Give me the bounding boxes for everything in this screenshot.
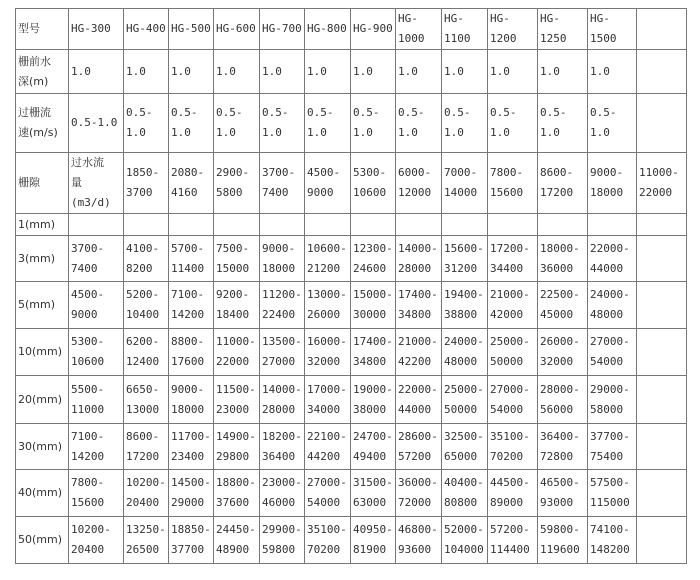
table-cell: 5300- 10600 — [69, 329, 124, 376]
table-cell: 7800- 15600 — [69, 470, 124, 517]
table-cell: 6000- 12000 — [396, 153, 442, 214]
table-cell: 1.0 — [169, 50, 214, 94]
table-cell: 28000- 56000 — [538, 376, 588, 424]
table-cell: 13500- 27000 — [260, 329, 305, 376]
header-cell: HG-400 — [124, 9, 169, 50]
table-cell: 27000- 54000 — [588, 329, 637, 376]
table-cell: 0.5- 1.0 — [124, 94, 169, 153]
table-cell: 29000- 58000 — [588, 376, 637, 424]
table-cell: 28600- 57200 — [396, 424, 442, 470]
table-cell: 44500- 89000 — [488, 470, 538, 517]
table-cell — [305, 214, 351, 236]
header-cell: HG-500 — [169, 9, 214, 50]
header-cell: HG-800 — [305, 9, 351, 50]
row-label-cell: 1(mm) — [16, 214, 69, 236]
table-cell: 1.0 — [488, 50, 538, 94]
table-cell: 0.5-1.0 — [69, 94, 124, 153]
table-cell: 24000- 48000 — [588, 282, 637, 329]
table-cell: 1.0 — [538, 50, 588, 94]
row-label-cell: 20(mm) — [16, 376, 69, 424]
spec-table — [15, 8, 687, 564]
table-row — [16, 236, 687, 282]
header-cell: HG-900 — [351, 9, 396, 50]
table-cell: 8600- 17200 — [124, 424, 169, 470]
table-cell: 7000- 14000 — [442, 153, 488, 214]
table-cell: 5200- 10400 — [124, 282, 169, 329]
table-cell — [637, 94, 687, 153]
table-cell: 1.0 — [442, 50, 488, 94]
table-cell: 36000- 72000 — [396, 470, 442, 517]
table-cell: 1.0 — [260, 50, 305, 94]
table-cell: 21000- 42000 — [488, 282, 538, 329]
table-row — [16, 153, 687, 214]
table-cell — [637, 376, 687, 424]
table-row — [16, 50, 687, 94]
table-cell: 5700- 11400 — [169, 236, 214, 282]
table-cell: 1.0 — [305, 50, 351, 94]
table-row — [16, 214, 687, 236]
table-cell — [214, 214, 260, 236]
table-cell: 21000- 42200 — [396, 329, 442, 376]
table-cell: 0.5- 1.0 — [351, 94, 396, 153]
table-cell: 0.5- 1.0 — [538, 94, 588, 153]
table-cell: 8600- 17200 — [538, 153, 588, 214]
header-cell: HG- 1250 — [538, 9, 588, 50]
table-cell: 59800- 119600 — [538, 517, 588, 564]
table-cell: 17400- 34800 — [351, 329, 396, 376]
table-cell: 14500- 29000 — [169, 470, 214, 517]
table-cell: 1.0 — [124, 50, 169, 94]
header-cell: HG- 1500 — [588, 9, 637, 50]
table-cell: 2900- 5800 — [214, 153, 260, 214]
table-cell: 24700- 49400 — [351, 424, 396, 470]
table-cell: 25000- 50000 — [488, 329, 538, 376]
table-cell: 9000- 18000 — [588, 153, 637, 214]
table-cell: 1.0 — [351, 50, 396, 94]
table-cell: 19000- 38000 — [351, 376, 396, 424]
table-cell: 过水流 量 (m3/d) — [69, 153, 124, 214]
table-cell: 4100- 8200 — [124, 236, 169, 282]
table-cell: 22100- 44200 — [305, 424, 351, 470]
table-cell — [637, 282, 687, 329]
table-cell: 22500- 45000 — [538, 282, 588, 329]
table-cell: 10600- 21200 — [305, 236, 351, 282]
table-cell: 0.5- 1.0 — [488, 94, 538, 153]
table-cell — [124, 214, 169, 236]
table-cell: 2080- 4160 — [169, 153, 214, 214]
table-cell: 16000- 32000 — [305, 329, 351, 376]
table-cell: 19400- 38800 — [442, 282, 488, 329]
header-row — [16, 9, 687, 50]
table-cell: 23000- 46000 — [260, 470, 305, 517]
table-row — [16, 282, 687, 329]
row-label-cell: 30(mm) — [16, 424, 69, 470]
table-cell — [69, 214, 124, 236]
header-cell: HG-600 — [214, 9, 260, 50]
table-cell: 14000- 28000 — [396, 236, 442, 282]
table-cell: 22000- 44000 — [588, 236, 637, 282]
table-cell — [260, 214, 305, 236]
table-cell: 7100- 14200 — [69, 424, 124, 470]
table-cell: 27000- 54000 — [305, 470, 351, 517]
table-cell — [538, 214, 588, 236]
table-cell: 5500- 11000 — [69, 376, 124, 424]
table-cell — [351, 214, 396, 236]
table-cell: 3700- 7400 — [260, 153, 305, 214]
table-cell: 13250- 26500 — [124, 517, 169, 564]
table-cell: 6200- 12400 — [124, 329, 169, 376]
table-cell: 74100- 148200 — [588, 517, 637, 564]
table-cell: 32500- 65000 — [442, 424, 488, 470]
table-cell: 18800- 37600 — [214, 470, 260, 517]
table-cell: 22000- 44000 — [396, 376, 442, 424]
table-cell: 36400- 72800 — [538, 424, 588, 470]
table-cell: 35100- 70200 — [488, 424, 538, 470]
row-label-cell: 栅隙 — [16, 153, 69, 214]
table-cell: 18000- 36000 — [538, 236, 588, 282]
table-cell: 10200- 20400 — [69, 517, 124, 564]
table-cell: 9000- 18000 — [169, 376, 214, 424]
table-cell: 11200- 22400 — [260, 282, 305, 329]
table-cell: 10200- 20400 — [124, 470, 169, 517]
row-label-cell: 栅前水 深(m) — [16, 50, 69, 94]
table-cell: 24000- 48000 — [442, 329, 488, 376]
table-cell: 8800- 17600 — [169, 329, 214, 376]
table-cell — [637, 517, 687, 564]
table-cell: 12300- 24600 — [351, 236, 396, 282]
header-cell — [637, 9, 687, 50]
table-cell: 24450- 48900 — [214, 517, 260, 564]
table-cell: 5300- 10600 — [351, 153, 396, 214]
table-row — [16, 376, 687, 424]
row-label-cell: 5(mm) — [16, 282, 69, 329]
table-cell: 1850- 3700 — [124, 153, 169, 214]
table-cell: 13000- 26000 — [305, 282, 351, 329]
table-cell — [488, 214, 538, 236]
table-cell: 11700- 23400 — [169, 424, 214, 470]
table-cell: 17400- 34800 — [396, 282, 442, 329]
row-label-cell: 40(mm) — [16, 470, 69, 517]
table-row — [16, 470, 687, 517]
header-cell: HG- 1200 — [488, 9, 538, 50]
row-label-cell: 10(mm) — [16, 329, 69, 376]
table-cell: 0.5- 1.0 — [305, 94, 351, 153]
table-cell: 40950- 81900 — [351, 517, 396, 564]
row-label-cell: 3(mm) — [16, 236, 69, 282]
header-cell: 型号 — [16, 9, 69, 50]
table-cell: 31500- 63000 — [351, 470, 396, 517]
table-cell: 0.5- 1.0 — [442, 94, 488, 153]
table-cell: 7800- 15600 — [488, 153, 538, 214]
table-cell — [637, 329, 687, 376]
table-cell: 9200- 18400 — [214, 282, 260, 329]
header-cell: HG- 1000 — [396, 9, 442, 50]
table-cell: 52000- 104000 — [442, 517, 488, 564]
header-cell: HG-300 — [69, 9, 124, 50]
table-cell: 57200- 114400 — [488, 517, 538, 564]
table-cell: 1.0 — [588, 50, 637, 94]
table-cell — [442, 214, 488, 236]
table-cell: 9000- 18000 — [260, 236, 305, 282]
table-row — [16, 517, 687, 564]
table-cell — [637, 424, 687, 470]
table-cell: 17200- 34400 — [488, 236, 538, 282]
table-cell: 0.5- 1.0 — [169, 94, 214, 153]
table-cell: 15600- 31200 — [442, 236, 488, 282]
row-label-cell: 过栅流 速(m/s) — [16, 94, 69, 153]
table-cell: 26000- 32000 — [538, 329, 588, 376]
header-cell: HG-700 — [260, 9, 305, 50]
table-cell: 27000- 54000 — [488, 376, 538, 424]
table-cell: 18850- 37700 — [169, 517, 214, 564]
table-cell: 46500- 93000 — [538, 470, 588, 517]
table-cell: 14900- 29800 — [214, 424, 260, 470]
header-cell: HG- 1100 — [442, 9, 488, 50]
table-cell: 40400- 80800 — [442, 470, 488, 517]
table-cell: 35100- 70200 — [305, 517, 351, 564]
table-cell: 11000- 22000 — [214, 329, 260, 376]
table-row — [16, 329, 687, 376]
table-row — [16, 424, 687, 470]
table-row — [16, 94, 687, 153]
table-cell: 25000- 50000 — [442, 376, 488, 424]
table-cell: 1.0 — [69, 50, 124, 94]
table-cell: 4500- 9000 — [305, 153, 351, 214]
table-cell: 11000- 22000 — [637, 153, 687, 214]
table-cell: 1.0 — [396, 50, 442, 94]
table-cell: 14000- 28000 — [260, 376, 305, 424]
table-cell: 1.0 — [214, 50, 260, 94]
table-cell: 7100- 14200 — [169, 282, 214, 329]
table-cell: 0.5- 1.0 — [588, 94, 637, 153]
table-cell — [637, 236, 687, 282]
table-cell: 0.5- 1.0 — [260, 94, 305, 153]
table-cell — [588, 214, 637, 236]
table-cell: 15000- 30000 — [351, 282, 396, 329]
table-cell: 17000- 34000 — [305, 376, 351, 424]
table-cell — [637, 470, 687, 517]
table-cell: 4500- 9000 — [69, 282, 124, 329]
row-label-cell: 50(mm) — [16, 517, 69, 564]
table-cell: 46800- 93600 — [396, 517, 442, 564]
table-cell — [396, 214, 442, 236]
table-cell: 3700- 7400 — [69, 236, 124, 282]
table-cell — [169, 214, 214, 236]
table-cell: 29900- 59800 — [260, 517, 305, 564]
table-cell: 6650- 13000 — [124, 376, 169, 424]
table-cell — [637, 214, 687, 236]
table-cell: 0.5- 1.0 — [396, 94, 442, 153]
table-cell: 0.5- 1.0 — [214, 94, 260, 153]
table-cell: 7500- 15000 — [214, 236, 260, 282]
table-cell: 18200- 36400 — [260, 424, 305, 470]
table-cell: 57500- 115000 — [588, 470, 637, 517]
table-cell: 37700- 75400 — [588, 424, 637, 470]
table-cell: 11500- 23000 — [214, 376, 260, 424]
table-cell — [637, 50, 687, 94]
